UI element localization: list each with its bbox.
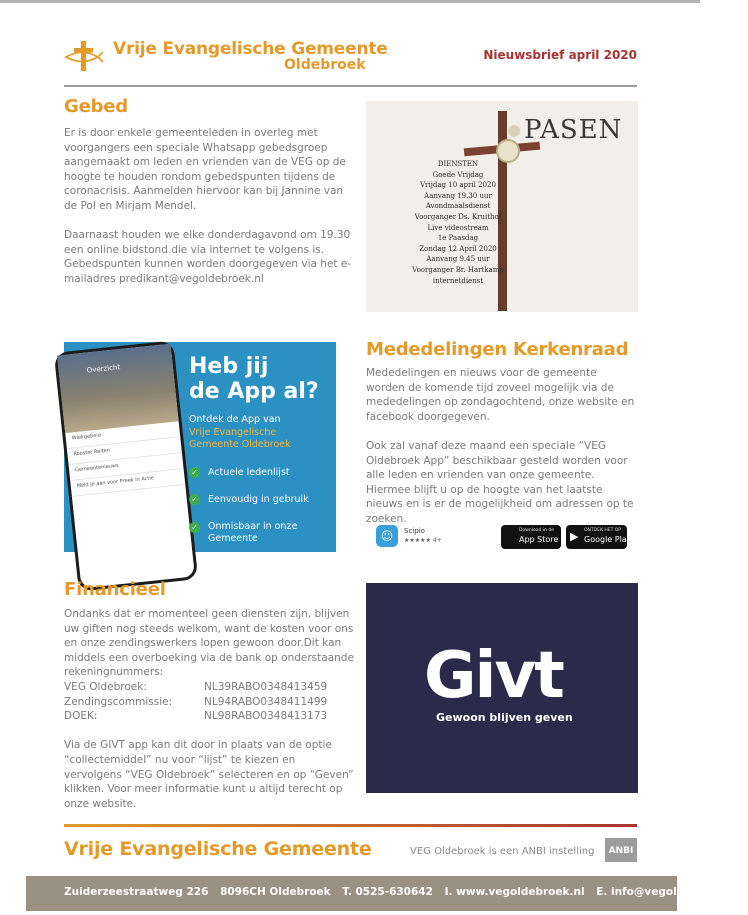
givt-tagline: Gewoon blijven geven	[436, 711, 573, 724]
top-rule	[0, 0, 700, 3]
phone-list-item: Wiekgebeid	[65, 421, 180, 449]
contact-website[interactable]: I. www.vegoldebroek.nl	[444, 886, 585, 898]
google-play-button[interactable]	[566, 525, 632, 549]
account-name: DOEK:	[64, 710, 98, 723]
app-banner[interactable]	[64, 342, 336, 552]
contact-phone[interactable]: T. 0525-630642	[342, 886, 433, 898]
phone-header-image	[57, 344, 179, 433]
anbi-text: VEG Oldebroek is een ANBI instelling	[410, 846, 595, 857]
scipio-logo-icon: ☺	[376, 525, 398, 547]
financieel-intro: Ondanks dat er momenteel geen diensten zijn, blijven uw giften nog steeds welkom, want de kosten voor ons en onze zendingswerkers lopen gewoon door.Dit kan middels een overboeking via de bank op onderstaande rekeningnummers:	[64, 608, 354, 679]
gebed-body	[64, 126, 354, 301]
pasen-line: Zondag 12 April 2020	[419, 244, 497, 253]
givt-logo-text: Givt	[424, 639, 563, 713]
account-iban: NL98RABO0348413173	[204, 710, 328, 723]
scipio-app-badge[interactable]	[376, 525, 461, 549]
anbi-badge: ANBI	[605, 838, 637, 862]
google-play-icon: ▶	[570, 530, 579, 543]
pasen-line: internetdienst	[432, 276, 484, 285]
footer-divider	[64, 824, 637, 827]
feature-item	[189, 521, 329, 545]
phone-list-item: Meld je aan voor Preek in Actie	[70, 469, 185, 497]
pasen-line: Live videostream	[427, 223, 489, 232]
feature-item	[189, 494, 309, 506]
pasen-line: 1e Paasdag	[437, 234, 479, 243]
account-iban: NL94RABO0348411499	[204, 695, 328, 708]
account-row	[64, 695, 354, 710]
contact-postcode: 8096CH Oldebroek	[220, 886, 331, 898]
app-store-small-label: Download in de	[519, 528, 554, 533]
app-name	[189, 427, 291, 451]
contact-bar	[26, 876, 741, 911]
check-icon: ✓	[189, 467, 200, 478]
gebed-paragraph-2: Daarnaast houden we elke donderdagavond om 19.30 een online bidstond die via internet te volgens is. Gebedspunten kunnen worden doorgegeven via het e-mailadres predikant@vegoldebroek.nl	[64, 229, 352, 285]
cross-fish-logo-icon	[64, 40, 104, 72]
pasen-line: Vrijdag 10 april 2020	[420, 181, 496, 190]
org-title: Vrije Evangelische Gemeente	[113, 39, 388, 59]
phone-list-item: Gemeentenieuws	[69, 453, 184, 481]
pasen-word: PASEN	[524, 115, 623, 145]
financieel-outro: Via de GIVT app kan dit door in plaats van de optie “collectemiddel” nu voor “lijst” te kiezen en vervolgens “VEG Oldebroek” selecteren en op “Geven” klikken. Voor meer informatie kunt u altijd terecht op onze website.	[64, 739, 354, 810]
app-discover-text: Ontdek de App van	[189, 414, 281, 425]
app-headline	[189, 354, 319, 404]
pasen-line: Avondmaalsdienst	[425, 202, 491, 211]
contact-address: Zuiderzeestraatweg 226	[64, 886, 209, 898]
mededelingen-paragraph-1: Mededelingen en nieuws voor de gemeente worden de komende tijd zoveel mogelijk via de mededelingen op zondagochtend, onze website en facebook doorgegeven.	[366, 367, 635, 423]
givt-banner[interactable]	[366, 583, 638, 793]
financieel-body	[64, 607, 354, 811]
pasen-line: Voorganger Br. Hartkamp	[412, 265, 504, 274]
account-row	[64, 680, 354, 695]
app-store-button[interactable]	[501, 525, 561, 549]
pasen-schedule	[388, 159, 528, 286]
phone-header-title: Overzicht	[86, 363, 121, 375]
account-row	[64, 709, 354, 724]
pasen-line: DIENSTEN	[437, 160, 479, 168]
mededelingen-heading: Mededelingen Kerkenraad	[366, 339, 629, 360]
header-divider	[64, 85, 637, 87]
scipio-name: Scipio	[404, 527, 425, 535]
feature-label: Actuele ledenlijst	[208, 467, 290, 478]
pasen-line: Aanvang 9.45 uur	[426, 255, 490, 264]
contact-line	[64, 886, 748, 898]
pasen-line: Voorganger Ds. Kruithof	[414, 212, 502, 221]
feature-label: Eenvoudig in gebruik	[208, 494, 309, 505]
check-icon: ✓	[189, 494, 200, 505]
app-headline-line-2: de App al?	[189, 379, 319, 404]
gebed-paragraph-1: Er is door enkele gemeenteleden in overleg met voorgangers een speciale Whatsapp gebedsgroep aangemaakt om leden en vrienden van de VEG op de hoogte te houden rondom gebedspunten tijdens de coronacrisis. Aanmelden hiervoor kan bij Jannine van de Pol en Mirjam Mendel.	[64, 127, 346, 212]
feature-item	[189, 467, 290, 479]
pasen-line: Goede Vrijdag	[432, 170, 484, 179]
app-store-label: App Store	[519, 535, 559, 544]
newsletter-label: Nieuwsbrief april 2020	[483, 48, 637, 62]
phone-mockup	[54, 340, 198, 591]
mededelingen-body	[366, 366, 638, 541]
footer-org-name: Vrije Evangelische Gemeente	[64, 838, 372, 860]
google-play-small-label: ONTDEK HET OP	[584, 528, 622, 533]
account-name: Zendingscommissie:	[64, 695, 173, 708]
gebed-heading: Gebed	[64, 96, 128, 117]
financieel-heading: Financieel	[64, 579, 166, 600]
account-name: VEG Oldebroek:	[64, 680, 147, 693]
google-play-label: Google Play	[584, 535, 632, 544]
check-icon: ✓	[189, 522, 200, 533]
account-iban: NL39RABO0348413459	[204, 680, 328, 693]
feature-label: Onmisbaar in onze Gemeente	[208, 521, 298, 544]
app-name-line-1: Vrije Evangelische	[189, 427, 277, 438]
app-headline-line-1: Heb jij	[189, 354, 269, 379]
phone-list-item: Rooster Reiten	[67, 437, 182, 465]
pasen-image	[366, 101, 638, 312]
contact-email[interactable]: E. info@vegoldebroek.nl	[596, 886, 741, 898]
mededelingen-paragraph-2: Ook zal vanaf deze maand een speciale “VEG Oldebroek App” beschikbaar gesteld worden voor alle leden en vrienden van onze gemeente. Hiermee blijft u op de hoogte van het laatste nieuws en is er de mogelijkheid om adressen op te zoeken.	[366, 439, 634, 525]
app-name-line-2: Gemeente Oldebroek	[189, 439, 291, 450]
scipio-rating: ★★★★★ 4+	[404, 537, 442, 544]
org-place: Oldebroek	[284, 57, 366, 73]
pasen-line: Aanvang 19.30 uur	[424, 191, 492, 200]
